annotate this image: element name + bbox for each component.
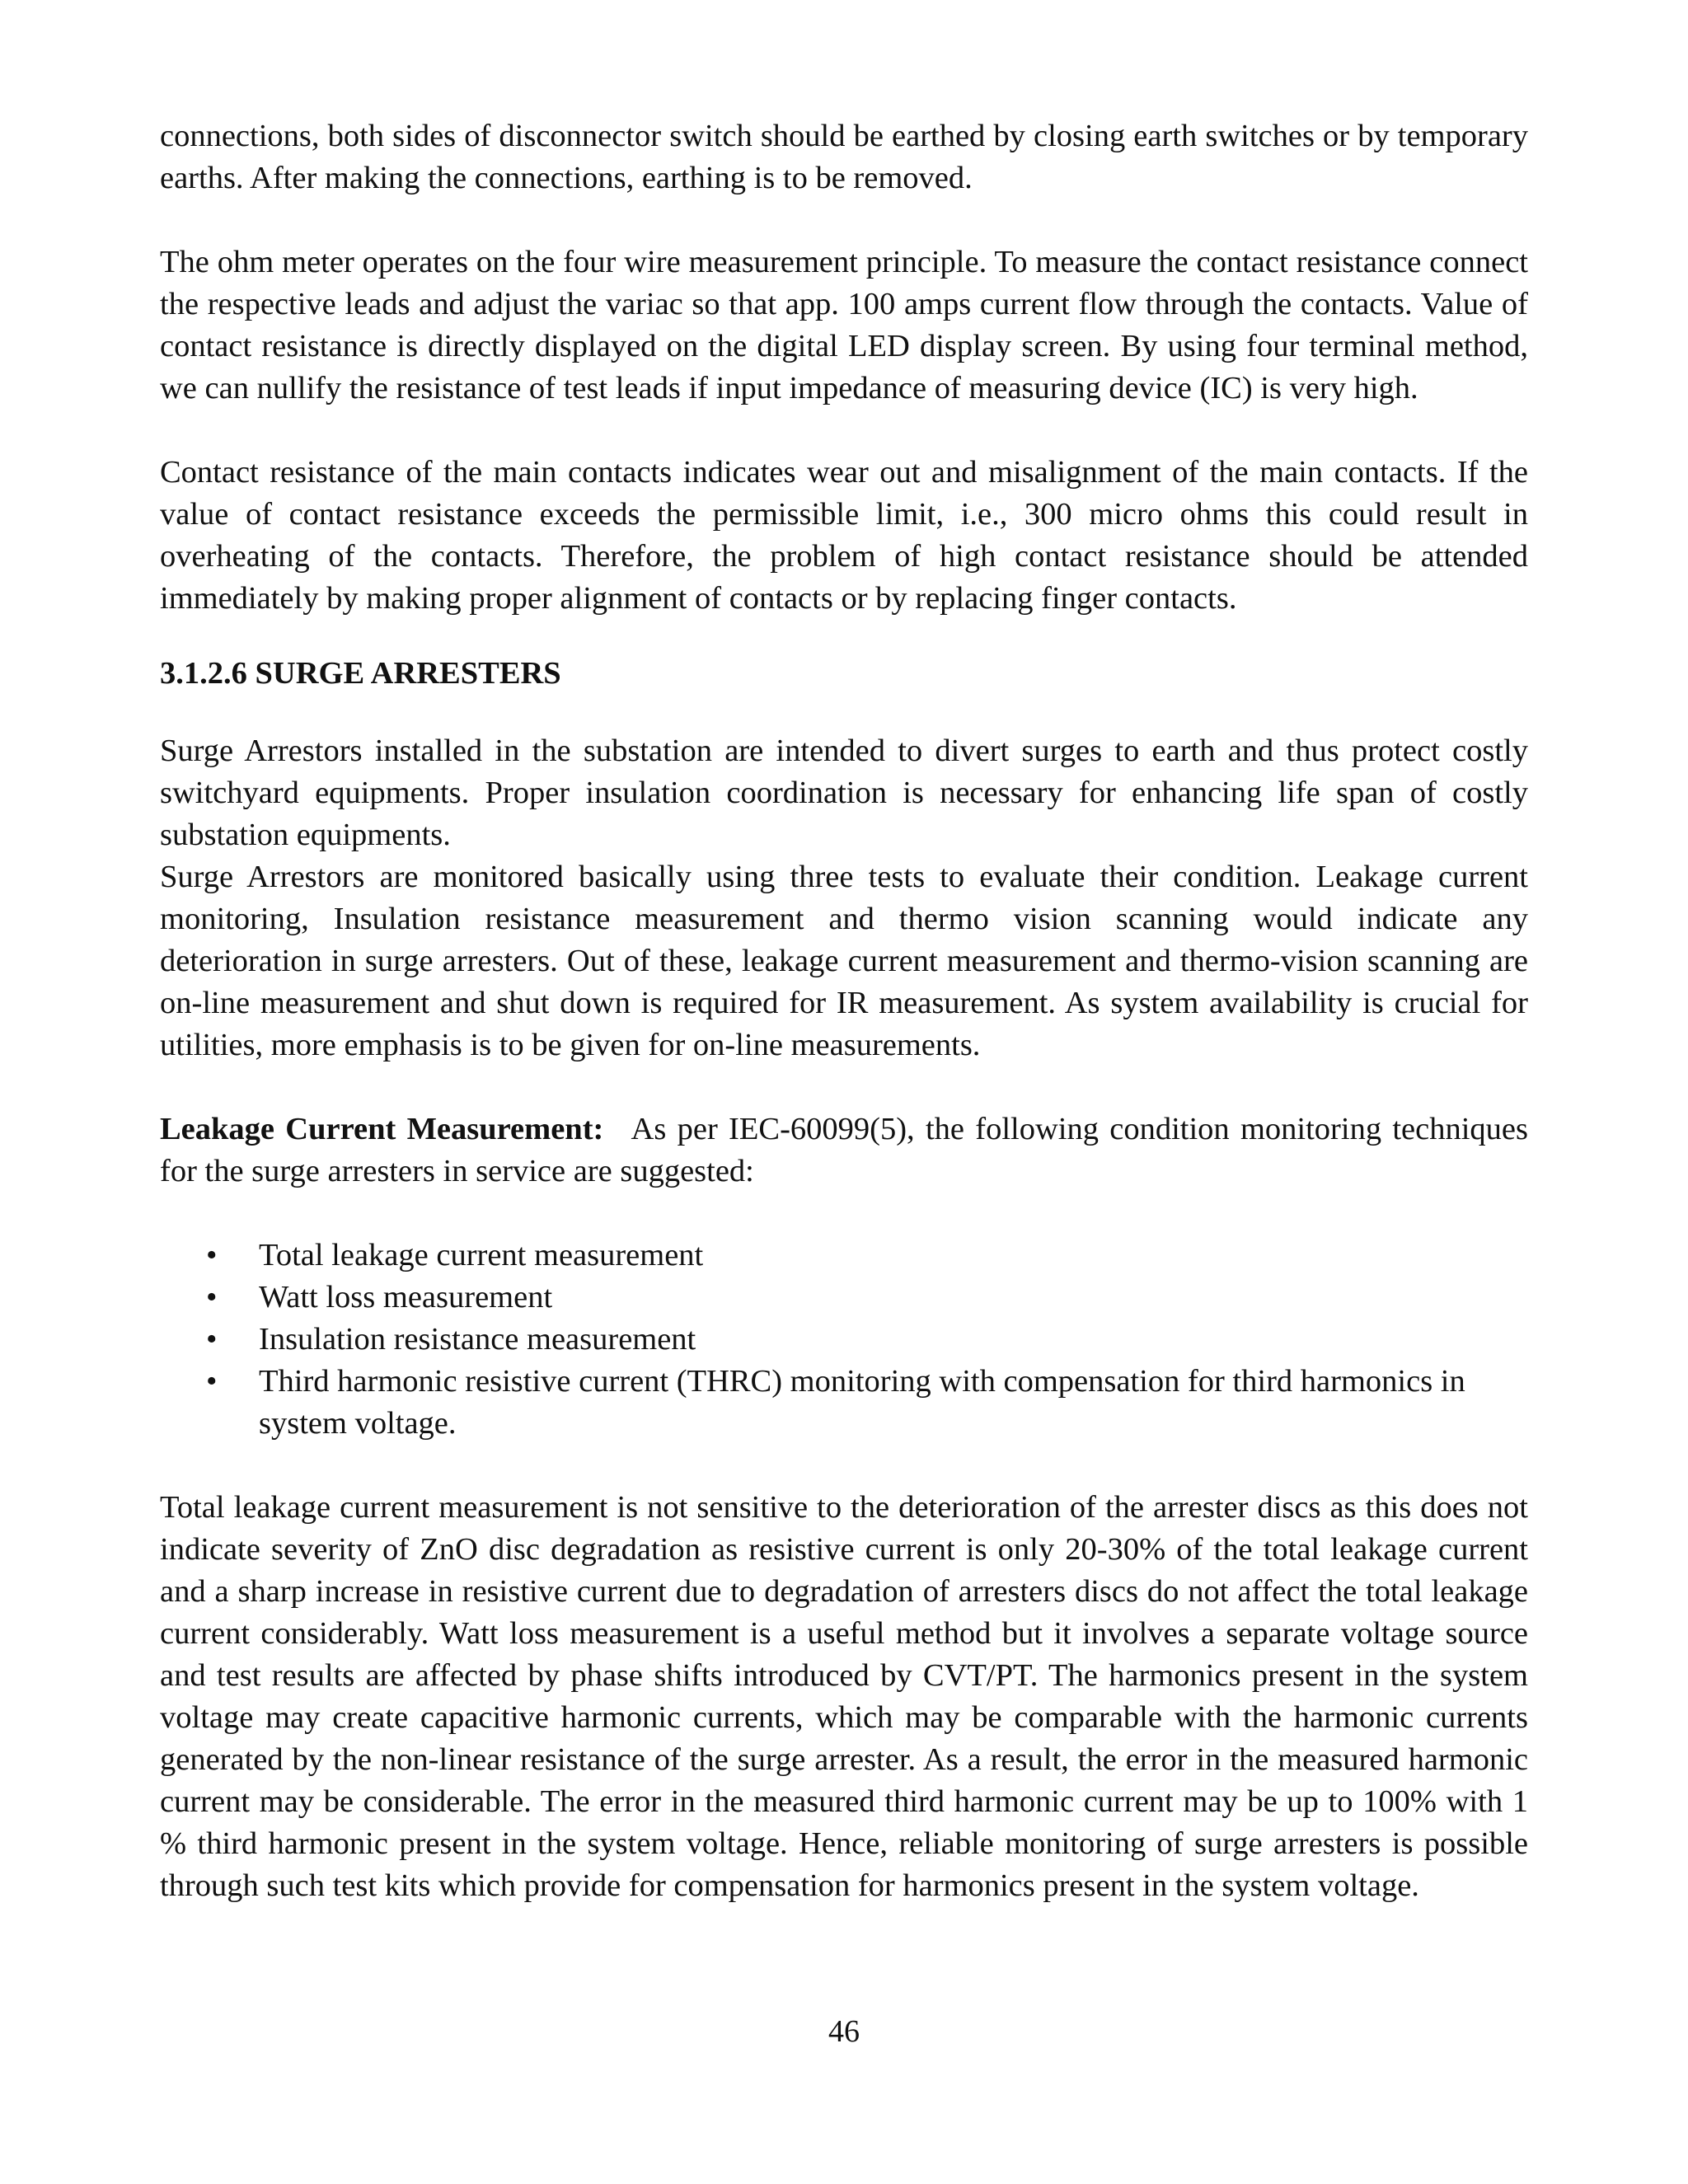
list-item-text: Watt loss measurement: [259, 1280, 553, 1315]
paragraph-contact-resistance: Contact resistance of the main contacts indicates wear out and misalignment of the main contacts. If the value of contact resistance exceeds the permissible limit, i.e., 300 micro ohms this could result in overheating of the contacts. Therefore, the problem of high contact resistance should be attended immediately by making proper alignment of contacts or by replacing finger contacts.: [160, 455, 1528, 616]
bullet-icon: •: [206, 1364, 218, 1399]
list-item: [160, 1277, 1528, 1319]
techniques-list: [160, 1235, 1528, 1445]
list-item: [160, 1235, 1528, 1277]
list-item-text: Insulation resistance measurement: [259, 1322, 696, 1357]
paragraph-leakage-analysis: Total leakage current measurement is not sensitive to the deterioration of the arrester discs as this does not indicate severity of ZnO disc degradation as resistive current is only 20-30% of the total leakage current and a sharp increase in resistive current due to degradation of arresters discs do not affect the total leakage current considerably. Watt loss measurement is a useful method but it involves a separate voltage source and test results are affected by phase shifts introduced by CVT/PT. The harmonics present in the system voltage may create capacitive harmonic currents, which may be comparable with the harmonic currents generated by the non-linear resistance of the surge arrester. As a result, the error in the measured harmonic current may be considerable. The error in the measured third harmonic current may be up to 100% with 1 % third harmonic present in the system voltage. Hence, reliable monitoring of surge arresters is possible through such test kits which provide for compensation for harmonics present in the system voltage.: [160, 1490, 1528, 1903]
paragraph-surge-arrestors-intro: Surge Arrestors installed in the substation are intended to divert surges to earth and thus protect costly switchyard equipments. Proper insulation coordination is necessary for enhancing life span of costly substation equipments.: [160, 733, 1528, 852]
section-heading-surge-arresters: 3.1.2.6 SURGE ARRESTERS: [160, 656, 561, 691]
leakage-current-label: Leakage Current Measurement:: [160, 1112, 604, 1146]
bullet-icon: •: [206, 1280, 218, 1315]
list-item-text: Third harmonic resistive current (THRC) monitoring with compensation for third harmonics in system voltage.: [259, 1364, 1465, 1441]
paragraph-ohm-meter: The ohm meter operates on the four wire measurement principle. To measure the contact resistance connect the respective leads and adjust the variac so that app. 100 amps current flow through the contacts. Value of contact resistance is directly displayed on the digital LED display screen. By using four terminal method, we can nullify the resistance of test leads if input impedance of measuring device (IC) is very high.: [160, 245, 1528, 405]
paragraph-disconnector-earthing: connections, both sides of disconnector switch should be earthed by closing earth switches or by temporary earths. After making the connections, earthing is to be removed.: [160, 119, 1528, 195]
paragraph-leakage-current: [160, 1108, 1528, 1193]
page-number: 46: [828, 2014, 860, 2049]
list-item: [160, 1319, 1528, 1361]
leakage-current-text: As per IEC-60099(5), the following condition monitoring techniques for the surge arresters in service are suggested:: [160, 1112, 1528, 1188]
list-item-text: Total leakage current measurement: [259, 1238, 704, 1272]
paragraph-surge-arrestors-monitoring: Surge Arrestors are monitored basically using three tests to evaluate their condition. Leakage current monitoring, Insulation resistance measurement and thermo vision scanning would indicate any deterioration in surge arresters. Out of these, leakage current measurement and thermo-vision scanning are on-line measurement and shut down is required for IR measurement. As system availability is crucial for utilities, more emphasis is to be given for on-line measurements.: [160, 860, 1528, 1062]
bullet-icon: •: [206, 1322, 218, 1357]
bullet-icon: •: [206, 1238, 218, 1272]
list-item: [160, 1361, 1528, 1445]
document-page: [160, 115, 1528, 1907]
